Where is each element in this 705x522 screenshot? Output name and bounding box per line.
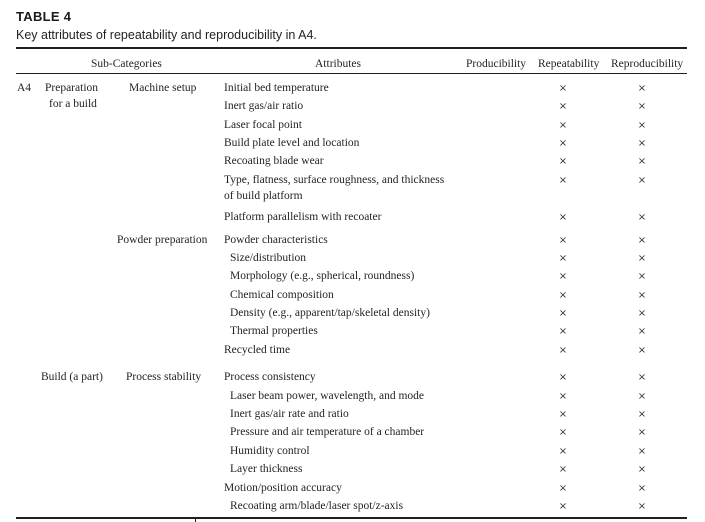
subgroup-label-process-stability: Process stability [126, 371, 202, 383]
group-label-build: Build (a part) [41, 371, 103, 383]
reproducibility-mark: × [637, 501, 647, 512]
top-rule [16, 47, 687, 49]
reproducibility-mark: × [637, 235, 647, 246]
attribute-cell: Platform parallelism with recoater [224, 211, 382, 223]
attribute-cell: Morphology (e.g., spherical, roundness) [230, 270, 415, 282]
repeatability-mark: × [558, 271, 568, 282]
reproducibility-mark: × [637, 175, 647, 186]
repeatability-mark: × [558, 156, 568, 167]
attribute-cell: Recoating blade wear [224, 155, 324, 167]
reproducibility-mark: × [637, 427, 647, 438]
group-label-preparation-line2: for a build [49, 98, 97, 110]
repeatability-mark: × [558, 326, 568, 337]
repeatability-mark: × [558, 253, 568, 264]
attribute-cell: Powder characteristics [224, 234, 328, 246]
reproducibility-mark: × [637, 156, 647, 167]
repeatability-mark: × [558, 308, 568, 319]
attribute-cell: Recycled time [224, 344, 291, 356]
attribute-cell: Chemical composition [230, 289, 334, 301]
repeatability-mark: × [558, 235, 568, 246]
attribute-cell: Build plate level and location [224, 137, 360, 149]
attribute-cell: Laser beam power, wavelength, and mode [230, 390, 425, 402]
attribute-cell: Process consistency [224, 371, 316, 383]
repeatability-mark: × [558, 120, 568, 131]
reproducibility-mark: × [637, 212, 647, 223]
category-label: A4 [17, 82, 32, 94]
attribute-cell: Size/distribution [230, 252, 307, 264]
reproducibility-mark: × [637, 464, 647, 475]
attribute-cell: Layer thickness [230, 463, 303, 475]
reproducibility-mark: × [637, 308, 647, 319]
bottom-rule [16, 517, 687, 519]
subgroup-label-powder-preparation: Powder preparation [117, 234, 208, 246]
attribute-cell: Inert gas/air rate and ratio [230, 408, 349, 420]
subgroup-label-machine-setup: Machine setup [129, 82, 197, 94]
header-reproducibility: Reproducibility [611, 58, 684, 70]
attribute-cell: Laser focal point [224, 119, 302, 131]
repeatability-mark: × [558, 427, 568, 438]
header-rule [16, 73, 687, 74]
reproducibility-mark: × [637, 290, 647, 301]
reproducibility-mark: × [637, 372, 647, 383]
reproducibility-mark: × [637, 138, 647, 149]
attribute-cell: Density (e.g., apparent/tap/skeletal density) [230, 307, 430, 319]
attribute-cell: Recoating arm/blade/laser spot/z-axis [230, 500, 404, 512]
reproducibility-mark: × [637, 483, 647, 494]
reproducibility-mark: × [637, 409, 647, 420]
reproducibility-mark: × [637, 83, 647, 94]
repeatability-mark: × [558, 175, 568, 186]
group-label-preparation: Preparation [45, 82, 99, 94]
repeatability-mark: × [558, 345, 568, 356]
repeatability-mark: × [558, 372, 568, 383]
attribute-cell-line2: of build platform [224, 190, 303, 202]
reproducibility-mark: × [637, 101, 647, 112]
header-producibility: Producibility [466, 58, 527, 70]
repeatability-mark: × [558, 212, 568, 223]
reproducibility-mark: × [637, 271, 647, 282]
repeatability-mark: × [558, 83, 568, 94]
attribute-cell: Humidity control [230, 445, 310, 457]
attribute-cell: Inert gas/air ratio [224, 100, 304, 112]
repeatability-mark: × [558, 290, 568, 301]
reproducibility-mark: × [637, 391, 647, 402]
attribute-cell: Type, flatness, surface roughness, and thickness [224, 174, 445, 186]
repeatability-mark: × [558, 464, 568, 475]
reproducibility-mark: × [637, 253, 647, 264]
reproducibility-mark: × [637, 446, 647, 457]
reproducibility-mark: × [637, 120, 647, 131]
header-attributes: Attributes [315, 58, 361, 70]
repeatability-mark: × [558, 501, 568, 512]
header-subcategories: Sub-Categories [91, 58, 162, 70]
reproducibility-mark: × [637, 345, 647, 356]
attribute-cell: Initial bed temperature [224, 82, 329, 94]
repeatability-mark: × [558, 391, 568, 402]
repeatability-mark: × [558, 446, 568, 457]
repeatability-mark: × [558, 483, 568, 494]
attribute-cell: Motion/position accuracy [224, 482, 342, 494]
reproducibility-mark: × [637, 326, 647, 337]
attribute-cell: Thermal properties [230, 325, 318, 337]
attribute-cell: Pressure and air temperature of a chamber [230, 426, 425, 438]
repeatability-mark: × [558, 138, 568, 149]
table-caption: Key attributes of repeatability and reproducibility in A4. [16, 28, 317, 42]
header-repeatability: Repeatability [538, 58, 600, 70]
repeatability-mark: × [558, 409, 568, 420]
repeatability-mark: × [558, 101, 568, 112]
table-label: TABLE 4 [16, 9, 72, 24]
